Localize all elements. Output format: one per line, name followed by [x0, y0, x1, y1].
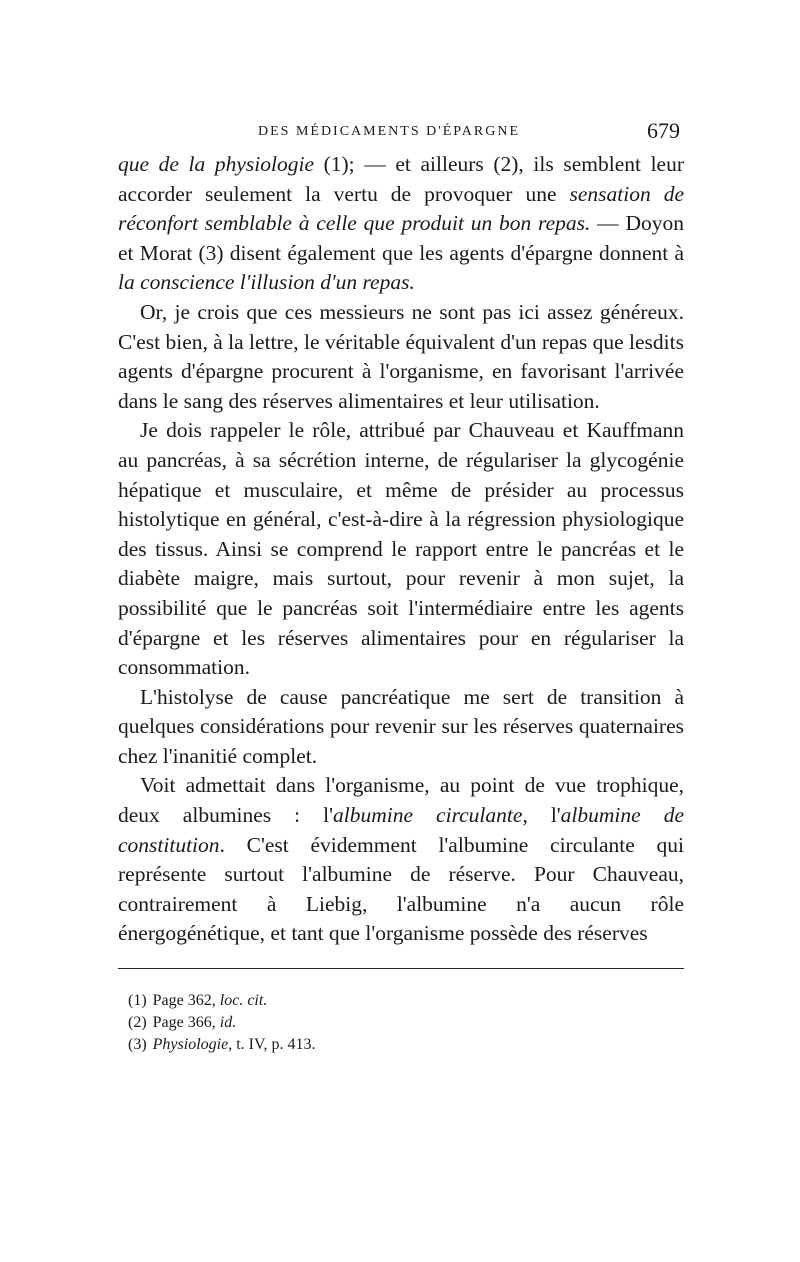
text-run: — Doyon et Morat (3) disent également que les agents d'épargne donnent à: [118, 211, 684, 265]
text-run: L'histolyse de cause pancréatique me sert de transition à quelques considérations pour revenir sur les réserves quaternaires chez l'inanitié complet.: [118, 684, 684, 768]
paragraph: [118, 298, 684, 416]
body-text: [118, 150, 684, 949]
text-run: , t. IV, p. 413.: [228, 1036, 316, 1053]
footnote: [128, 1012, 668, 1034]
footnote-number: (1): [128, 992, 147, 1009]
text-run: , l': [522, 803, 561, 828]
paragraph: [118, 771, 684, 949]
footnote-number: (2): [128, 1014, 147, 1031]
italic-text: sensation de réconfort semblable à celle que produit un bon repas.: [118, 181, 684, 236]
text-run: Page 366,: [152, 1014, 220, 1031]
footnote-text: [153, 1036, 316, 1053]
italic-text: Physiologie: [152, 1036, 229, 1053]
paragraph: [118, 150, 684, 298]
text-run: . C'est évidemment l'albumine circulante qui représente surtout l'albumine de réserve. Pour Chauveau, contrairement à Liebig, l'albumine n'a aucun rôle énergogénétique, et tant que l'organisme possède des réserves: [118, 832, 684, 946]
footnotes: [128, 990, 668, 1056]
italic-text: que de la physiologie: [118, 152, 314, 176]
italic-text: albumine circulante: [333, 803, 523, 828]
italic-text: loc. cit.: [219, 992, 268, 1009]
italic-text: id.: [219, 1014, 237, 1031]
footnote-divider: [118, 968, 684, 969]
italic-text: la conscience l'illusion d'un repas.: [118, 270, 415, 295]
page-number: 679: [647, 118, 680, 143]
paragraph: [118, 683, 684, 772]
footnote-number: (3): [128, 1036, 147, 1053]
footnote-text: [153, 1014, 237, 1031]
footnote-text: [153, 992, 268, 1009]
text-run: Je dois rappeler le rôle, attribué par Chauveau et Kauffmann au pancréas, à sa sécrétion interne, de régulariser la glycogénie hépatique et musculaire, et même de présider au processus histolytique en général, c'est-à-dire à la régression physiologique des tissus. Ainsi se comprend le rapport entre le pancréas et le diabète maigre, mais surtout, pour revenir à mon sujet, la possibilité que le pancréas soit l'intermédiaire entre les agents d'épargne et les réserves alimentaires pour en régulariser la consommation.: [118, 418, 684, 680]
text-run: (1); — et ailleurs (2), ils semblent leur accorder seulement la vertu de provoquer une: [118, 152, 684, 206]
italic-text: albumine de constitution: [118, 803, 684, 857]
text-run: Or, je crois que ces messieurs ne sont pas ici assez généreux. C'est bien, à la lettre, le véritable équivalent d'un repas que lesdits agents d'épargne procurent à l'organisme, en favorisant l'arrivée dans le sang des réserves alimentaires et leur utilisation.: [118, 299, 684, 413]
text-run: Page 362,: [152, 992, 220, 1009]
running-title: DES MÉDICAMENTS D'ÉPARGNE: [258, 124, 521, 139]
paragraph: [118, 416, 684, 682]
page-header: [118, 118, 682, 152]
footnote: [128, 1034, 668, 1056]
footnote: [128, 990, 668, 1012]
text-run: Voit admettait dans l'organisme, au point de vue trophique, deux albumines : l': [118, 773, 684, 828]
